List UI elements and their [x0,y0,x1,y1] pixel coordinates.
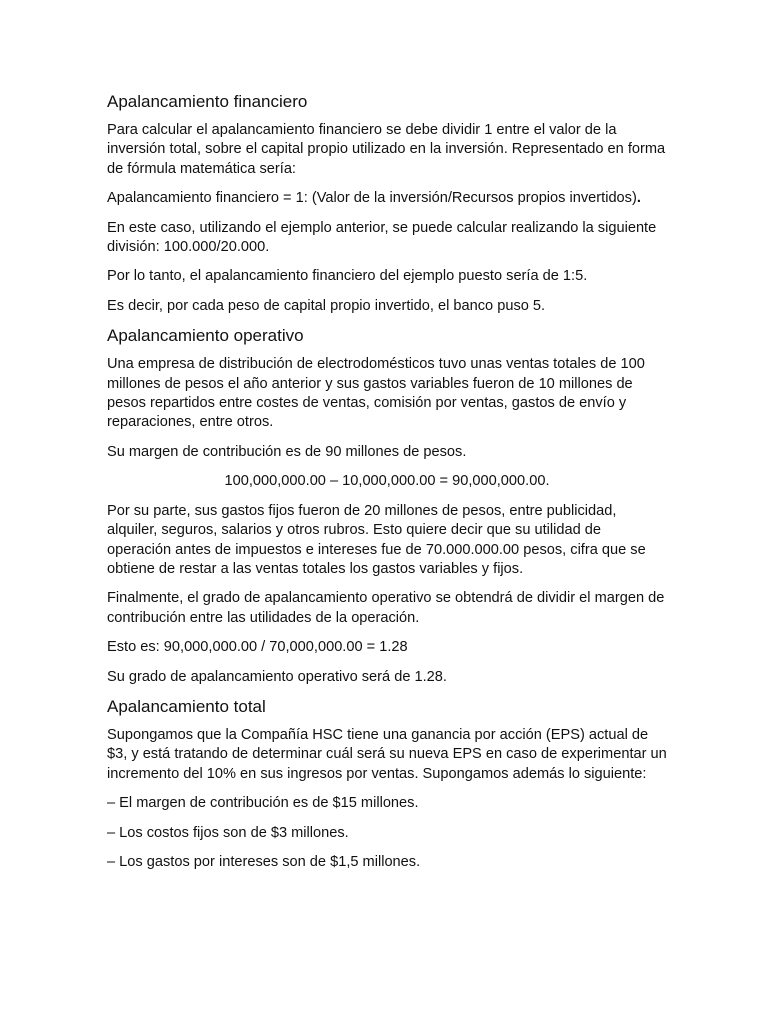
paragraph: Su grado de apalancamiento operativo será de 1.28. [107,668,447,685]
list-item: – Los gastos por intereses son de $1,5 millones. [107,853,421,870]
paragraph: En este caso, utilizando el ejemplo anterior, se puede calcular realizando la siguiente división: 100.000/20.000. [107,219,657,256]
section-apalancamiento-operativo [107,326,667,687]
formula-paragraph [107,189,667,208]
formula-period: . [636,190,641,207]
paragraph: Su margen de contribución es de 90 millones de pesos. [107,443,467,460]
paragraph: Supongamos que la Compañía HSC tiene una ganancia por acción (EPS) actual de $3, y está tratando de determinar cuál será su nueva EPS en caso de experimentar un incremento del 10% en sus ingresos por ventas. Supongamos además lo siguiente: [107,726,667,782]
paragraph: Esto es: 90,000,000.00 / 70,000,000.00 = 1.28 [107,639,408,656]
section-heading: Apalancamiento total [107,696,266,716]
paragraph: Es decir, por cada peso de capital propio invertido, el banco puso 5. [107,297,546,314]
paragraph: Por su parte, sus gastos fijos fueron de 20 millones de pesos, entre publicidad, alquiler, seguros, salarios y otros rubros. Esto quiere decir que su utilidad de operación antes de impuestos e intereses fue de 70.000.000.00 pesos, cifra que se obtiene de restar a las ventas totales los gastos variables y fijos. [107,502,646,577]
section-apalancamiento-total [107,697,667,872]
paragraph: Por lo tanto, el apalancamiento financiero del ejemplo puesto sería de 1:5. [107,268,588,285]
section-apalancamiento-financiero [107,92,667,316]
centered-equation: 100,000,000.00 – 10,000,000.00 = 90,000,000.00. [224,473,550,490]
list-item: – El margen de contribución es de $15 millones. [107,795,419,812]
paragraph: Para calcular el apalancamiento financiero se debe dividir 1 entre el valor de la inversión total, sobre el capital propio utilizado en la inversión. Representado en forma de fórmula matemática sería: [107,122,666,177]
section-heading: Apalancamiento financiero [107,92,308,111]
document-page [107,92,667,882]
section-heading: Apalancamiento operativo [107,326,304,346]
paragraph: Finalmente, el grado de apalancamiento operativo se obtendrá de dividir el margen de contribución entre las utilidades de la operación. [107,590,665,626]
list-item: – Los costos fijos son de $3 millones. [107,824,349,841]
formula-text: Apalancamiento financiero = 1: (Valor de la inversión/Recursos propios invertidos) [107,190,637,207]
paragraph: Una empresa de distribución de electrodomésticos tuvo unas ventas totales de 100 millones de pesos el año anterior y sus gastos variables fueron de 10 millones de pesos repartidos entre costes de ventas, comisión por ventas, gastos de envío y reparaciones, entre otros. [107,356,645,431]
